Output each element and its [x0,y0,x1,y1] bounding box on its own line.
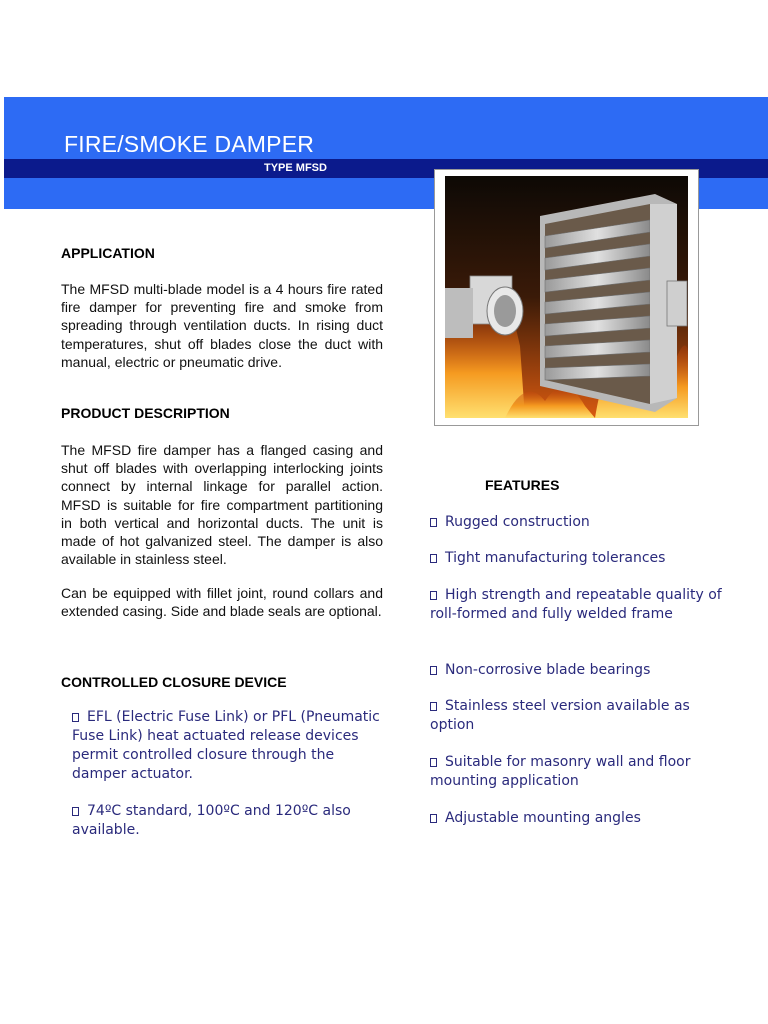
product-photo-frame [434,169,699,426]
features-heading: FEATURES [485,477,560,493]
closure-item: EFL (Electric Fuse Link) or PFL (Pneumatic Fuse Link) heat actuated release devices permit controlled closure through the damper actuator. [72,709,380,782]
checkbox-icon [430,814,437,823]
product-description-heading: PRODUCT DESCRIPTION [61,405,230,421]
feature-item: Non-corrosive blade bearings [430,661,730,680]
page-title: FIRE/SMOKE DAMPER [64,131,315,157]
feature-item: Tight manufacturing tolerances [430,549,730,568]
page-subtitle: TYPE MFSD [264,162,327,174]
checkbox-icon [430,518,437,527]
feature-item: Suitable for masonry wall and floor mounting application [430,754,691,789]
product-description-text: The MFSD fire damper has a flanged casing and shut off blades with overlapping interlocking joints connect by internal linkage for parallel action. MFSD is suitable for fire compartment partitioning in both vertical and horizontal ducts. The unit is made of hot galvanized steel. The damper is also available in stainless steel. [61,442,383,568]
application-heading: APPLICATION [61,245,155,261]
checkbox-icon [72,807,79,816]
feature-item: High strength and repeatable quality of roll-formed and fully welded frame [430,587,722,622]
application-text: The MFSD multi-blade model is a 4 hours fire rated fire damper for preventing fire and smoke from spreading through ventilation ducts. In rising duct temperatures, shut off blades close the duct with manual, electric or pneumatic drive. [61,281,383,370]
checkbox-icon [430,554,437,563]
checkbox-icon [430,702,437,711]
checkbox-icon [430,591,437,600]
controlled-closure-heading: CONTROLLED CLOSURE DEVICE [61,674,287,690]
checkbox-icon [430,666,437,675]
checkbox-icon [430,758,437,767]
feature-item: Stainless steel version available as option [430,698,690,733]
feature-item: Adjustable mounting angles [430,809,730,828]
closure-item: 74ºC standard, 100ºC and 120ºC also available. [72,803,351,838]
product-description-options: Can be equipped with fillet joint, round collars and extended casing. Side and blade seals are optional. [61,585,383,620]
checkbox-icon [72,713,79,722]
product-photo [445,176,688,418]
damper-photo-illustration [445,176,688,418]
feature-item: Rugged construction [430,513,730,532]
